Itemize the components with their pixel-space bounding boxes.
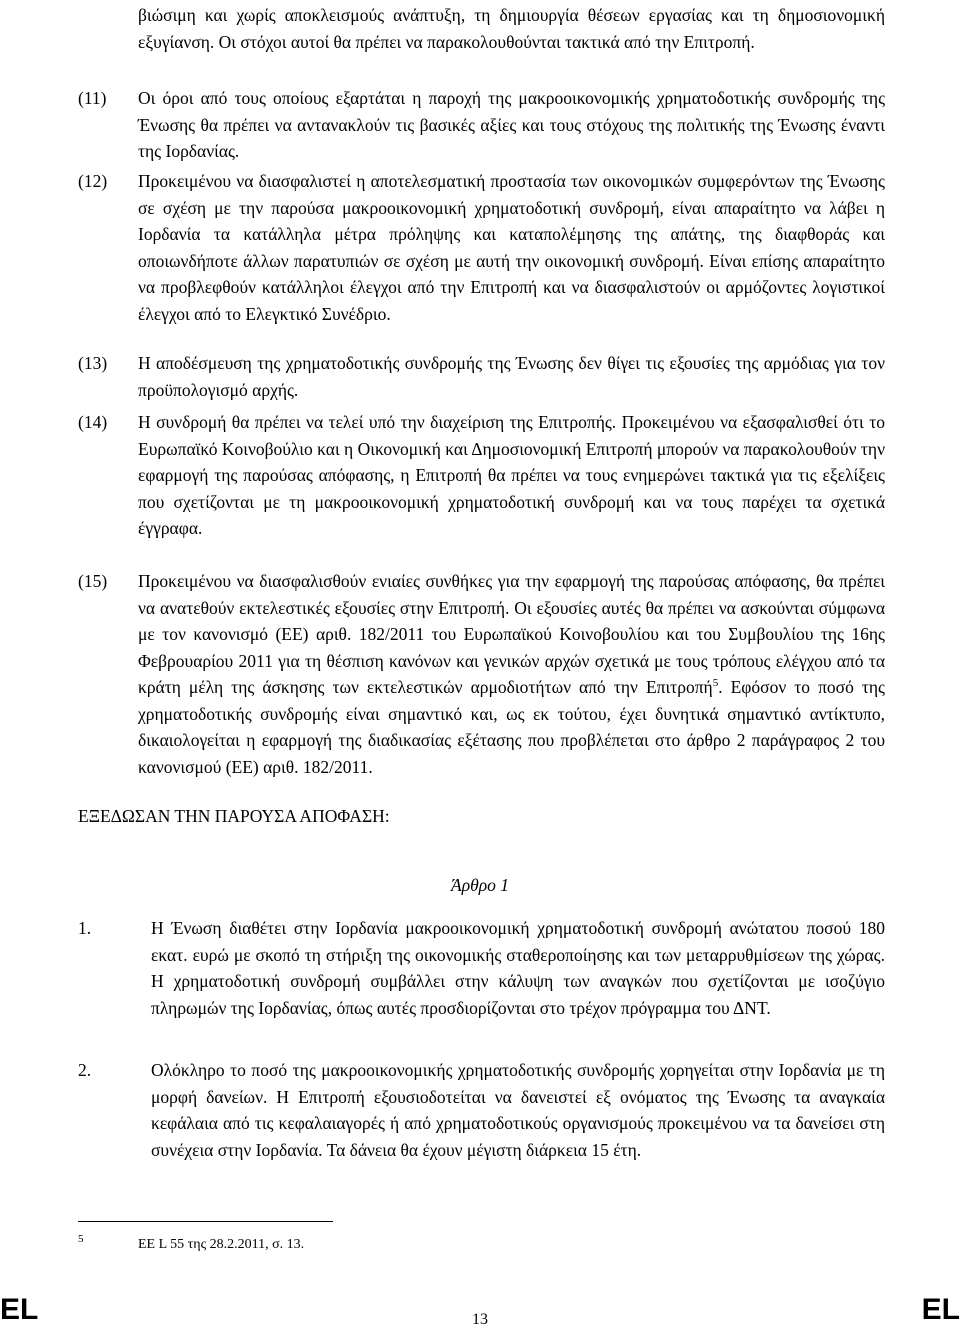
recital-number: (13) [78,353,108,373]
recital-number: (15) [78,571,108,591]
recital-text: Προκειμένου να διασφαλιστεί η αποτελεσματική προστασία των οικονομικών συμφερόντων της Ένωσης σε σχέση με την παρούσα μακροοικονομική χρηματοδοτική συνδρομή, είναι απαραίτητο να λάβει η Ιορδανία τα κατάλληλα μέτρα πρόληψης και καταπολέμησης της απάτης, της διαφθοράς και οποιωνδήποτε άλλων παρατυπιών σε σχέση με αυτή την οικονομική συνδρομή. Είναι επίσης απαραίτητο να προβλεφθούν κατάλληλοι έλεγχοι από την Επιτροπή και να διασφαλιστούν οι αρμόζοντες λογιστικοί έλεγχοι από το Ελεγκτικό Συνέδριο. [138,171,885,324]
recital-text: Οι όροι από τους οποίους εξαρτάται η παροχή της μακροοικονομικής χρηματοδοτικής συνδρομής της Ένωσης θα πρέπει να αντανακλούν τις βασικές αξίες και τους στόχους της πολιτικής της Ένωσης έναντι της Ιορδανίας. [138,88,885,161]
recital-number: (11) [78,88,107,108]
paragraph-text: Ολόκληρο το ποσό της μακροοικονομικής χρηματοδοτικής συνδρομής χορηγείται στην Ιορδανία με τη μορφή δανείων. Η Επιτροπή εξουσιοδοτείται να δανειστεί εξ ονόματος της Ένωσης τα αναγκαία κεφάλαια από τις κεφαλαιαγορές ή από χρηματοδοτικούς οργανισμούς προκειμένου να τα δανείσει στη συνέχεια στην Ιορδανία. Τα δάνεια θα έχουν μέγιστη διάρκεια 15 έτη. [151,1060,885,1160]
page-number: 13 [472,1311,488,1328]
language-code-right: EL [921,1293,960,1326]
paragraph-number: 1. [78,918,92,938]
recital-text: Η συνδρομή θα πρέπει να τελεί υπό την διαχείριση της Επιτροπής. Προκειμένου να εξασφαλισθεί ότι το Ευρωπαϊκό Κοινοβούλιο και η Οικονομική και Δημοσιονομική Επιτροπή μπορούν να παρακολουθούν την εφαρμογή της παρούσας απόφασης, η Επιτροπή θα πρέπει να τους ενημερώνει τακτικά για τις εξελίξεις που σχετίζονται με τη μακροοικονομική χρηματοδοτική συνδρομή και να τους παρέχει τα σχετικά έγγραφα. [138,412,885,538]
article-title: Άρθρο 1 [451,875,509,895]
footnote-reference[interactable]: 5 [712,677,719,690]
recital-number: (14) [78,412,108,432]
recital-text-part: Προκειμένου να διασφαλισθούν ενιαίες συνθήκες για την εφαρμογή της παρούσας απόφασης, θα πρέπει να ανατεθούν εκτελεστικές εξουσίες στην Επιτροπή. Οι εξουσίες αυτές θα πρέπει να ασκούνται σύμφωνα με τον κανονισμό (ΕΕ) αριθ. 182/2011 του Ευρωπαϊκού Κοινοβουλίου και του Συμβουλίου της 16ης Φεβρουαρίου 2011 για τη θέσπιση κανόνων και γενικών αρχών σχετικά με τους τρόπους ελέγχου από τα κράτη μέλη της άσκησης των εκτελεστικών αρμοδιοτήτων από την Επιτροπή [138,571,885,697]
recital-text: Η αποδέσμευση της χρηματοδοτικής συνδρομής της Ένωσης δεν θίγει τις εξουσίες της αρμόδιας για τον προϋπολογισμό αρχής. [138,353,885,400]
footnote-number: 5 [78,1233,84,1245]
language-code-left: EL [0,1293,39,1326]
continued-paragraph: βιώσιμη και χωρίς αποκλεισμούς ανάπτυξη, τη δημιουργία θέσεων εργασίας και τη δημοσιονομική εξυγίανση. Οι στόχοι αυτοί θα πρέπει να παρακολουθούνται τακτικά από την Επιτροπή. [138,5,885,52]
recital-text [138,568,885,780]
footnote-text: EE L 55 της 28.2.2011, σ. 13. [138,1237,305,1252]
enacting-heading: ΕΞΕΔΩΣΑΝ ΤΗΝ ΠΑΡΟΥΣΑ ΑΠΟΦΑΣΗ: [78,806,390,826]
recital-text-part: . Εφόσον το ποσό της χρηματοδοτικής συνδρομής είναι σημαντικό και, ως εκ τούτου, έχει δυνητικά σημαντικό αντίκτυπο, δικαιολογείται η εφαρμογή της διαδικασίας εξέτασης που προβλέπεται στο άρθρο 2 παράγραφος 2 του κανονισμού (ΕΕ) αριθ. 182/2011. [138,677,885,777]
paragraph-text: Η Ένωση διαθέτει στην Ιορδανία μακροοικονομική χρηματοδοτική συνδρομή ανώτατου ποσού 180 εκατ. ευρώ με σκοπό τη στήριξη της οικονομικής σταθεροποίησης και των μεταρρυθμίσεων της χώρας. Η χρηματοδοτική συνδρομή συμβάλλει στην κάλυψη των αναγκών που σχετίζονται με ισοζύγιο πληρωμών της Ιορδανίας, όπως αυτές προσδιορίζονται στο τρέχον πρόγραμμα του ΔΝΤ. [151,918,885,1018]
paragraph-number: 2. [78,1060,92,1080]
footnote-separator [78,1221,333,1222]
recital-number: (12) [78,171,108,191]
